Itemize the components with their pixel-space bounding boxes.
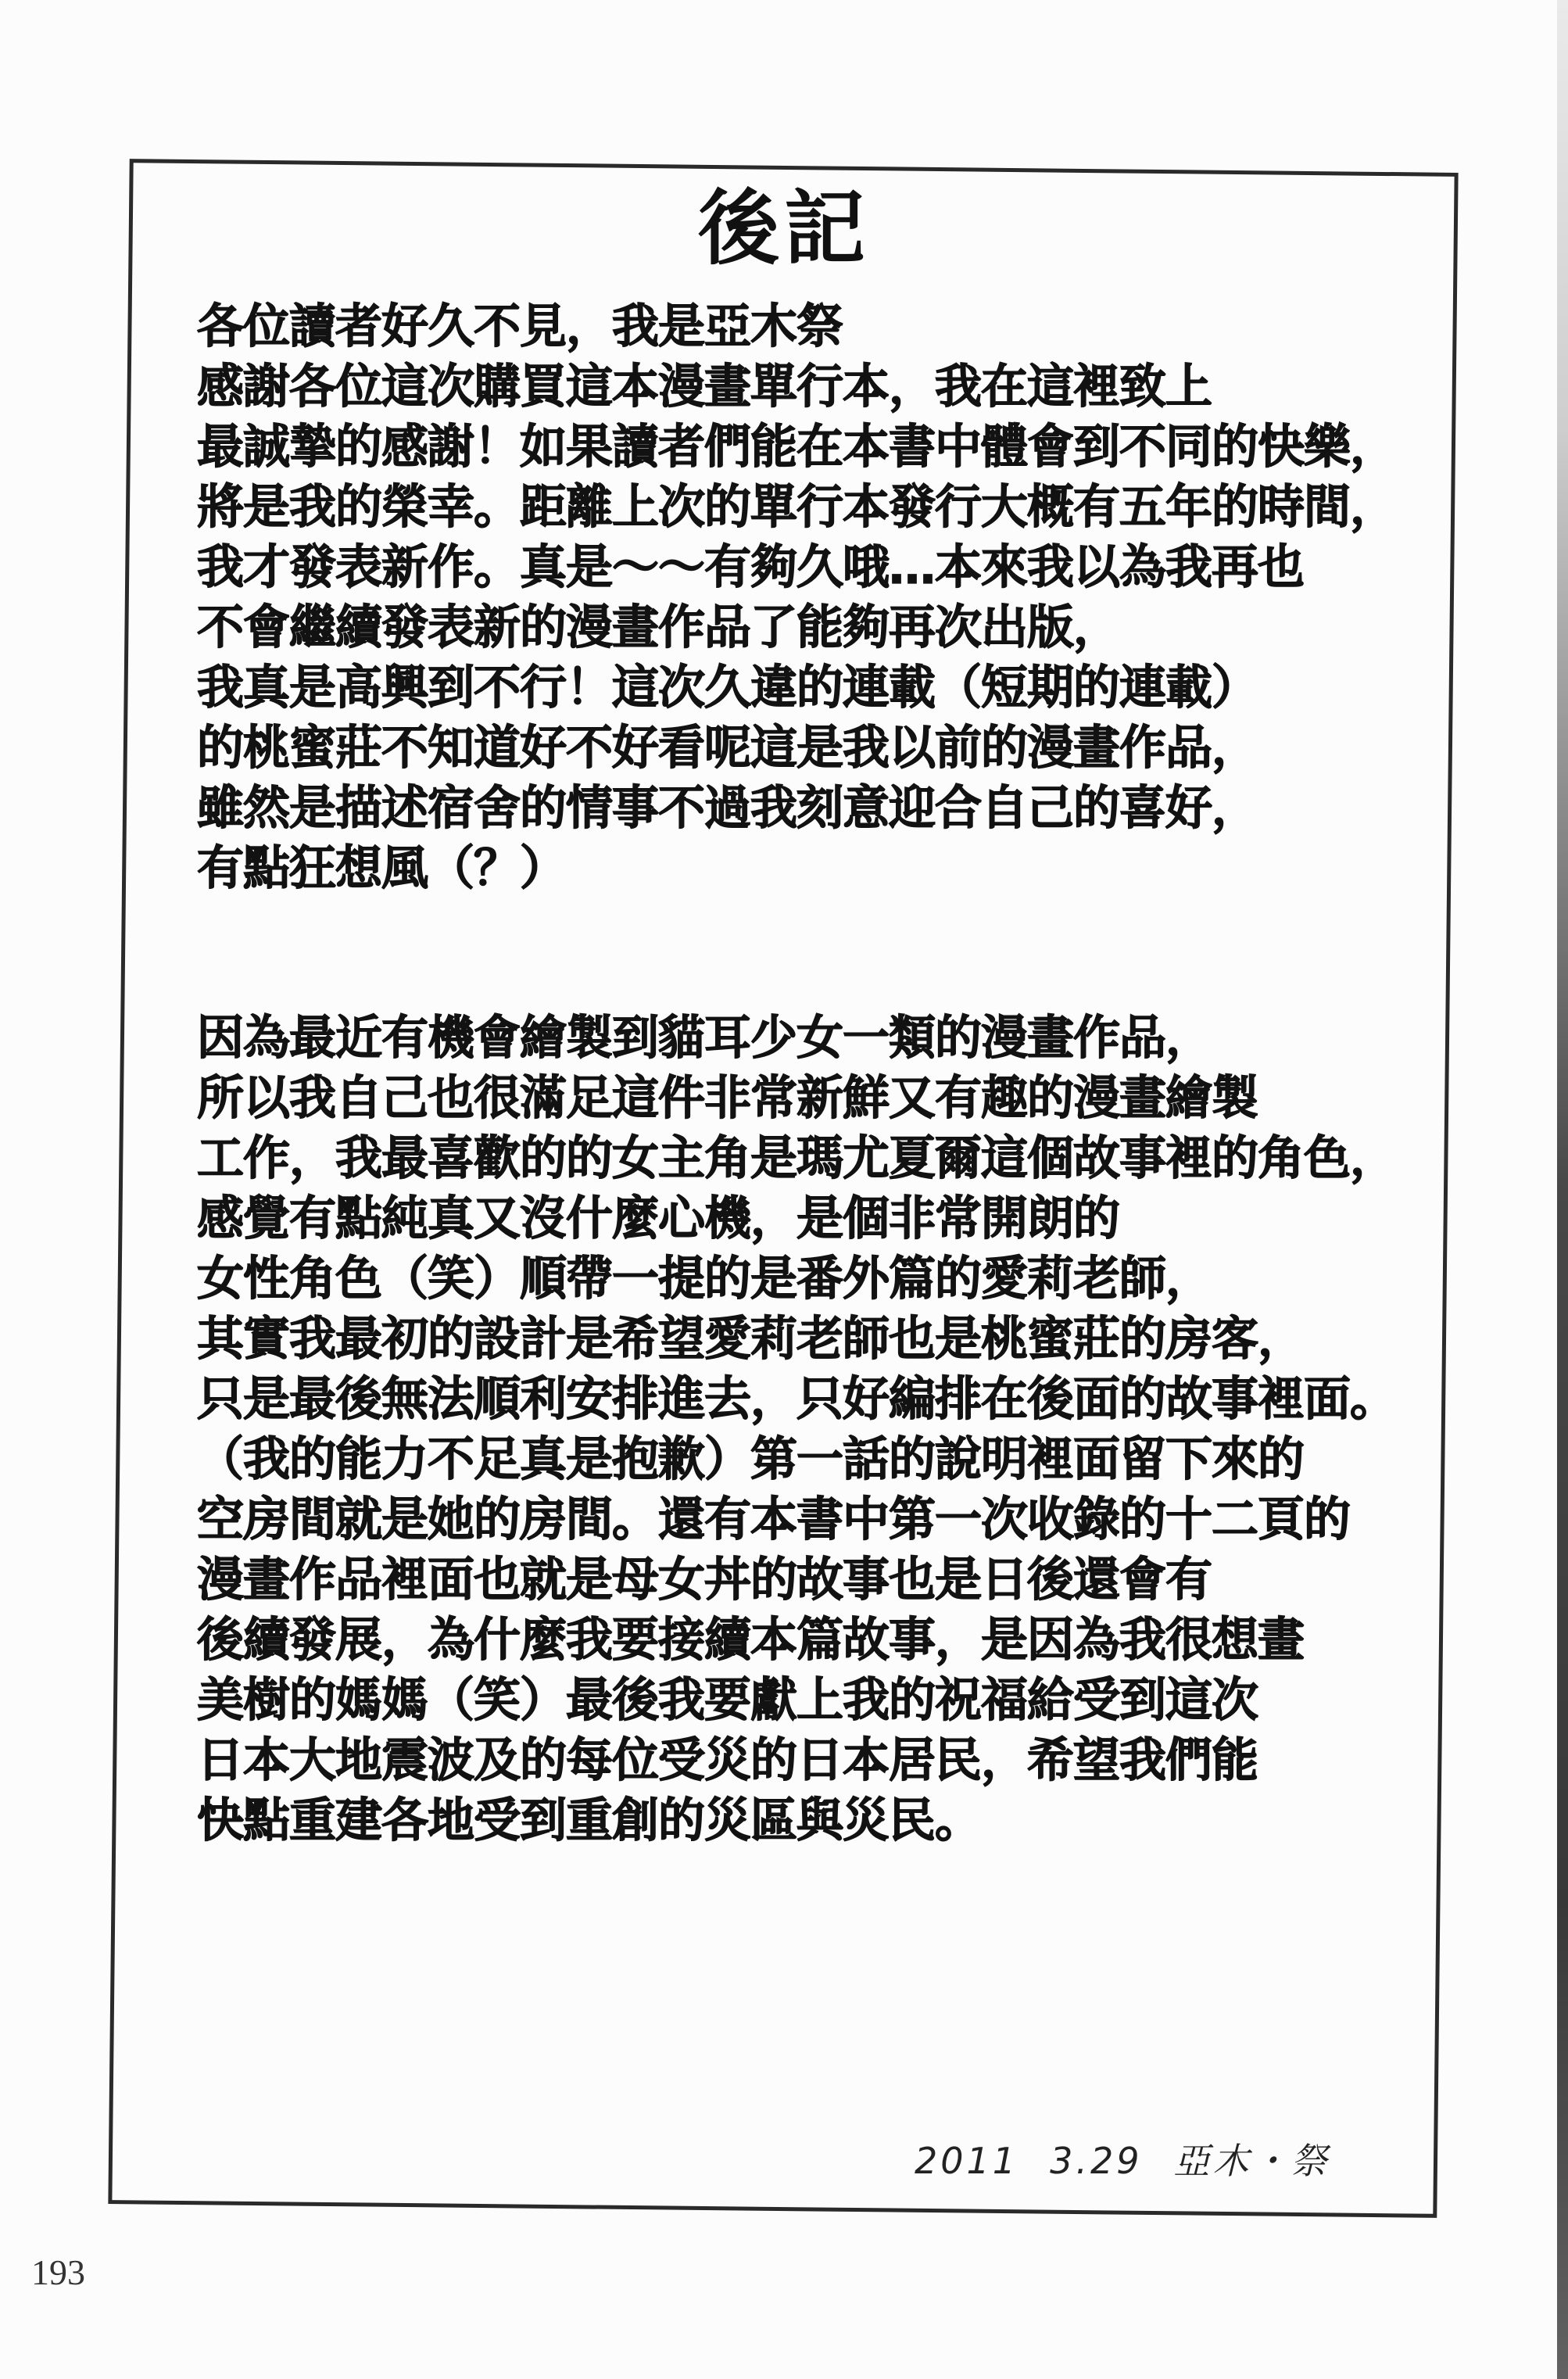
signature-year: 2011 xyxy=(915,2140,1019,2182)
text-line: 美樹的媽媽（笑）最後我要獻上我的祝福給受到這次 xyxy=(197,1673,1258,1728)
text-line: 將是我的榮幸。距離上次的單行本發行大概有五年的時間， xyxy=(197,480,1396,535)
text-line: 工作，我最喜歡的的女主角是瑪尤夏爾這個故事裡的角色， xyxy=(197,1131,1396,1186)
text-line: 其實我最初的設計是希望愛莉老師也是桃蜜莊的房客， xyxy=(197,1312,1304,1367)
text-line: 感覺有點純真又沒什麼心機，是個非常開朗的 xyxy=(197,1191,1119,1246)
text-line: 女性角色（笑）順帶一提的是番外篇的愛莉老師， xyxy=(197,1252,1212,1306)
handwritten-signature xyxy=(915,2133,1362,2184)
text-line: （我的能力不足真是抱歉）第一話的說明裡面留下來的 xyxy=(197,1432,1304,1487)
paragraph-2 xyxy=(197,1009,1463,1851)
text-line: 各位讀者好久不見，我是亞木祭 xyxy=(197,299,843,354)
page-edge-shadow xyxy=(1557,0,1568,2379)
paragraph-gap xyxy=(197,899,1463,1009)
text-line: 最誠摯的感謝！如果讀者們能在本書中體會到不同的快樂， xyxy=(197,420,1396,475)
text-line: 我才發表新作。真是～～有夠久哦…本來我以為我再也 xyxy=(197,540,1304,595)
signature-date: 3.29 xyxy=(1050,2140,1143,2182)
text-line: 所以我自己也很滿足這件非常新鮮又有趣的漫畫繪製 xyxy=(197,1071,1258,1126)
text-line: 空房間就是她的房間。還有本書中第一次收錄的十二頁的 xyxy=(197,1492,1350,1547)
text-line: 不會繼續發表新的漫畫作品了能夠再次出版， xyxy=(197,600,1119,655)
text-line: 後續發展，為什麼我要接續本篇故事，是因為我很想畫 xyxy=(197,1613,1304,1668)
text-line: 日本大地震波及的每位受災的日本居民，希望我們能 xyxy=(197,1733,1258,1788)
text-line: 有點狂想風（？） xyxy=(197,841,566,896)
signature-name: 亞木・祭 xyxy=(1173,2140,1330,2182)
page-title: 後記 xyxy=(697,181,870,276)
text-line: 因為最近有機會繪製到貓耳少女一類的漫畫作品， xyxy=(197,1011,1212,1066)
text-line: 的桃蜜莊不知道好不好看呢這是我以前的漫畫作品， xyxy=(197,721,1258,776)
afterword-body xyxy=(197,297,1463,1851)
text-line: 快點重建各地受到重創的災區與災民。 xyxy=(197,1793,981,1848)
text-line: 雖然是描述宿舍的情事不過我刻意迎合自己的喜好， xyxy=(197,781,1258,836)
text-line: 我真是高興到不行！這次久違的連載（短期的連載） xyxy=(197,661,1258,715)
page-number: 193 xyxy=(31,2252,85,2292)
text-line: 漫畫作品裡面也就是母女丼的故事也是日後還會有 xyxy=(197,1553,1212,1607)
text-line: 只是最後無法順利安排進去，只好編排在後面的故事裡面。 xyxy=(197,1372,1396,1427)
text-line: 感謝各位這次購買這本漫畫單行本，我在這裡致上 xyxy=(197,360,1212,414)
paragraph-1 xyxy=(197,297,1463,899)
